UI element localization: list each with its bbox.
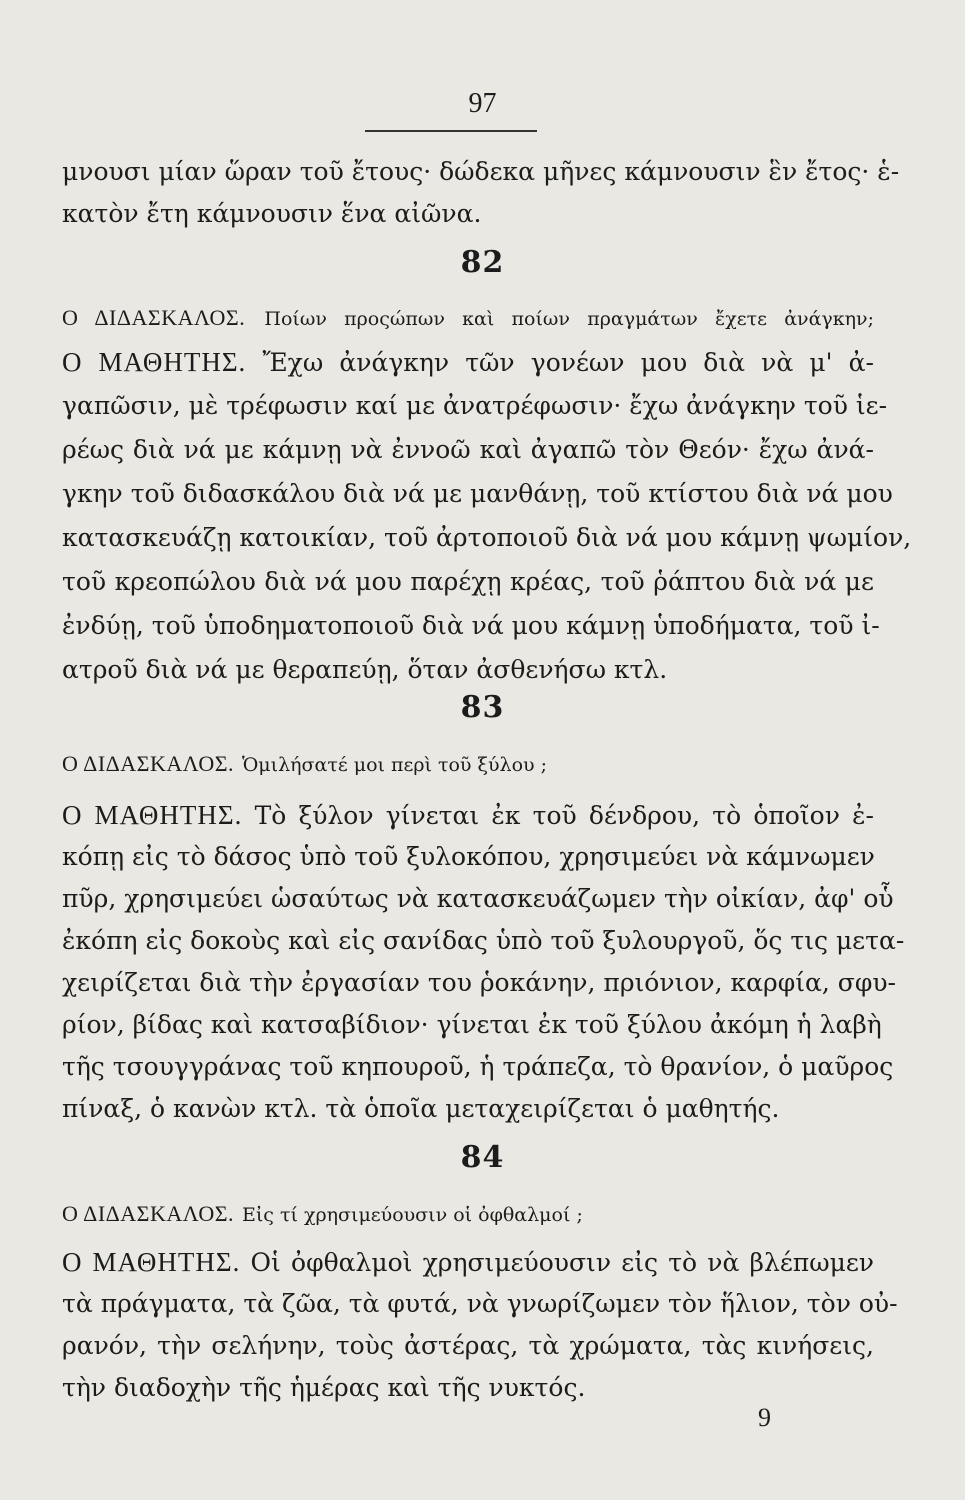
section-number: 82 xyxy=(460,245,505,280)
answer-text: Οἱ ὀφθαλμοὶ χρησιμεύουσιν εἰς τὸ νὰ βλέπωμεν xyxy=(250,1248,874,1277)
text-line: κόπῃ εἰς τὸ δάσος ὑπὸ τοῦ ξυλοκόπου, χρησιμεύει νὰ κάμνωμεν xyxy=(62,842,875,871)
text-line: ρίον, βίδας καὶ κατσαβίδιον· γίνεται ἐκ τοῦ ξύλου ἀκόμη ἡ λαβὴ xyxy=(62,1010,882,1039)
text-line: τὴν διαδοχὴν τῆς ἡμέρας καὶ τῆς νυκτός. xyxy=(62,1373,586,1402)
text-line: μνουσι μίαν ὥραν τοῦ ἔτους· δώδεκα μῆνες κάμνουσιν ἓν ἔτος· ἑ- xyxy=(62,157,900,186)
text-line: ρέως διὰ νά με κάμνῃ νὰ ἐννοῶ καὶ ἀγαπῶ τὸν Θεόν· ἔχω ἀνά- xyxy=(62,435,874,464)
text-line: ἐνδύῃ, τοῦ ὑποδηματοποιοῦ διὰ νά μου κάμνῃ ὑποδήματα, τοῦ ἰ- xyxy=(62,611,880,640)
section-number: 83 xyxy=(460,690,505,725)
answer-text: Ἔχω ἀνάγκην τῶν γονέων μου διὰ νὰ μ' ἀ- xyxy=(262,348,874,377)
text-line: ἐκόπη εἰς δοκοὺς καὶ εἰς σανίδας ὑπὸ τοῦ ξυλουργοῦ, ὅς τις μετα- xyxy=(62,926,905,955)
text-line: τῆς τσουγγράνας τοῦ κηπουροῦ, ἡ τράπεζα, τὸ θρανίον, ὁ μαῦρος xyxy=(62,1052,894,1081)
text-line: γαπῶσιν, μὲ τρέφωσιν καί με ἀνατρέφωσιν· ἔχω ἀνάγκην τοῦ ἱε- xyxy=(62,391,888,420)
answer-text: Τὸ ξύλον γίνεται ἐκ τοῦ δένδρου, τὸ ὁποῖον ἐ- xyxy=(254,801,874,830)
text-line: γκην τοῦ διδασκάλου διὰ νά με μανθάνῃ, τοῦ κτίστου διὰ νά μου xyxy=(62,479,893,508)
student-speaker: Ο ΜΑΘΗΤΗΣ. xyxy=(62,1247,241,1277)
teacher-speaker: Ο ΔΙΔΑΣΚΑΛΟΣ. xyxy=(62,305,246,330)
text-line: κατὸν ἔτη κάμνουσιν ἕνα αἰῶνα. xyxy=(62,199,482,228)
text-line: χειρίζεται διὰ τὴν ἐργασίαν του ῥοκάνην, πριόνιον, καρφία, σφυ- xyxy=(62,968,897,997)
text-line: πίναξ, ὁ κανὼν κτλ. τὰ ὁποῖα μεταχειρίζεται ὁ μαθητής. xyxy=(62,1094,780,1123)
question-text: Ποίων προςώπων καὶ ποίων πραγμάτων ἔχετε ἀνάγκην; xyxy=(264,308,874,330)
teacher-speaker: Ο ΔΙΔΑΣΚΑΛΟΣ. xyxy=(62,751,235,776)
section-number: 84 xyxy=(460,1140,505,1175)
student-speaker: Ο ΜΑΘΗΤΗΣ. xyxy=(62,347,247,377)
text-line: κατασκευάζῃ κατοικίαν, τοῦ ἀρτοποιοῦ διὰ νά μου κάμνῃ ψωμίον, xyxy=(62,523,912,552)
student-speaker: Ο ΜΑΘΗΤΗΣ. xyxy=(62,800,243,830)
teacher-speaker: Ο ΔΙΔΑΣΚΑΛΟΣ. xyxy=(62,1201,235,1226)
text-line: τὰ πράγματα, τὰ ζῶα, τὰ φυτά, νὰ γνωρίζωμεν τὸν ἥλιον, τὸν οὐ- xyxy=(62,1289,898,1318)
text-line: ατροῦ διὰ νά με θεραπεύῃ, ὅταν ἀσθενήσω κτλ. xyxy=(62,655,668,684)
question-text: Εἰς τί χρησιμεύουσιν οἱ ὀφθαλμοί ; xyxy=(241,1204,583,1226)
page-number: 97 xyxy=(468,88,497,119)
text-line: τοῦ κρεοπώλου διὰ νά μου παρέχῃ κρέας, τοῦ ῥάπτου διὰ νά με xyxy=(62,567,874,596)
signature-mark: 9 xyxy=(758,1403,771,1432)
text-line: ρανόν, τὴν σελήνην, τοὺς ἀστέρας, τὰ χρώματα, τὰς κινήσεις, xyxy=(62,1331,874,1360)
text-line: πῦρ, χρησιμεύει ὡσαύτως νὰ κατασκευάζωμεν τὴν οἰκίαν, ἀφ' οὗ xyxy=(62,884,894,913)
header-rule xyxy=(365,130,537,132)
question-text: Ὁμιλήσατέ μοι περὶ τοῦ ξύλου ; xyxy=(241,754,548,776)
